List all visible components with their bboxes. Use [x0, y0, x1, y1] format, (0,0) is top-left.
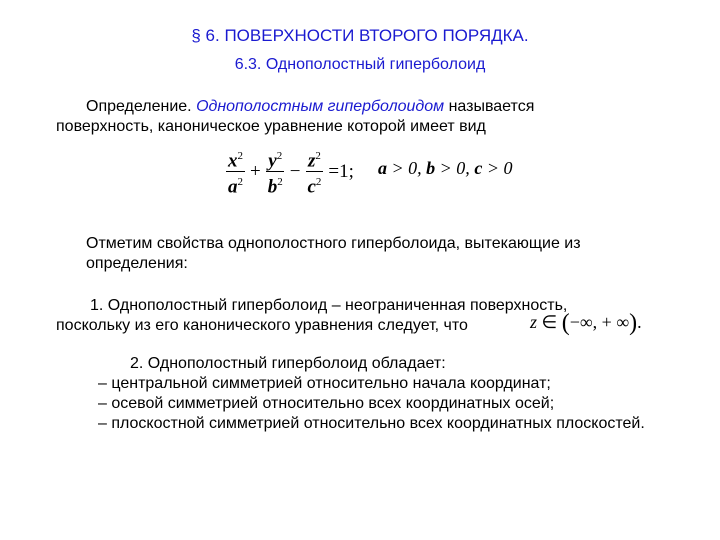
minus-sign: −	[289, 160, 301, 182]
cond-c-rel: > 0	[482, 158, 513, 178]
properties-intro-line-2: определения:	[86, 255, 188, 272]
cond-b-rel: > 0,	[435, 158, 475, 178]
element-of-symbol: ∈	[537, 312, 562, 332]
z-num-exponent: 2	[315, 150, 321, 162]
property-2-item-2: – осевой симметрией относительно всех координатных осей;	[98, 395, 555, 412]
z-den-exponent: 2	[315, 176, 322, 189]
cond-c-var: c	[474, 158, 483, 178]
properties-intro-line-1: Отметим свойства однополостного гиперболоида, вытекающие из	[86, 235, 581, 252]
property-2-item-3: – плоскостной симметрией относительно всех координатных плоскостей.	[98, 415, 645, 432]
y-denominator: b	[267, 176, 278, 198]
x-denominator: a	[228, 176, 238, 198]
x-fraction	[226, 146, 245, 198]
infinite-interval: −∞, + ∞	[569, 312, 630, 332]
property-2-item-1: – центральной симметрией относительно начала координат;	[98, 375, 551, 392]
cond-a-rel: > 0,	[387, 158, 427, 178]
canonical-equation	[224, 146, 357, 198]
z-numerator: z	[307, 150, 316, 172]
z-fraction	[305, 146, 323, 198]
close-paren: )	[629, 310, 638, 336]
x-den-exponent: 2	[237, 176, 243, 189]
z-variable: z	[530, 312, 538, 332]
x-num-exponent: 2	[237, 150, 243, 162]
property-2-line-1: 2. Однополостный гиперболоид обладает:	[130, 355, 446, 372]
definition-term: Однополостным гиперболоидом	[196, 98, 445, 115]
z-range-formula	[530, 310, 642, 337]
definition-suffix: называется	[444, 98, 535, 115]
definition-prefix: Определение.	[86, 98, 197, 115]
equals-one: =1;	[328, 160, 354, 182]
property-1-line-1: 1. Однополостный гиперболоид – неограниченная поверхность,	[90, 297, 568, 314]
y-num-exponent: 2	[276, 150, 283, 162]
formula-period: .	[637, 312, 642, 332]
y-numerator: y	[268, 150, 277, 172]
definition-line-1	[86, 97, 534, 117]
definition-line-2: поверхность, каноническое уравнение которой имеет вид	[56, 118, 486, 135]
y-den-exponent: 2	[277, 176, 283, 189]
y-fraction	[266, 146, 285, 198]
cond-a-var: a	[378, 158, 387, 178]
page-title: § 6. ПОВЕРХНОСТИ ВТОРОГО ПОРЯДКА.	[191, 26, 529, 45]
plus-sign: +	[250, 160, 261, 182]
section-subtitle: 6.3. Однополостный гиперболоид	[234, 56, 486, 73]
property-1-line-2: поскольку из его канонического уравнения следует, что	[56, 317, 468, 334]
parameter-conditions	[378, 158, 512, 179]
x-numerator: x	[228, 150, 238, 172]
cond-b-var: b	[426, 158, 436, 178]
open-paren: (	[561, 310, 570, 336]
z-denominator: c	[307, 176, 316, 198]
